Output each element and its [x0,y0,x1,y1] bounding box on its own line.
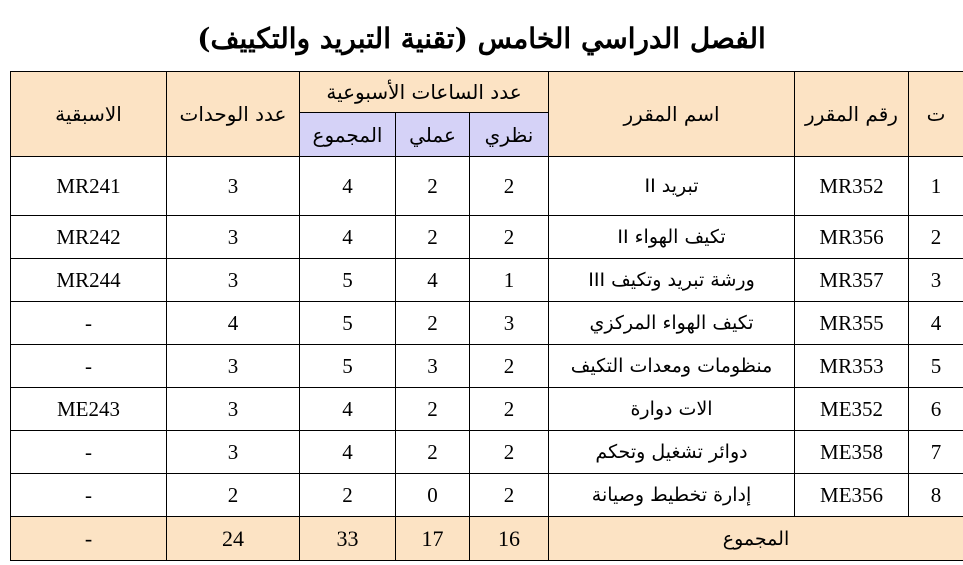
row-name: تبريد II [549,157,795,216]
row-total: 4 [300,431,396,474]
row-prereq: MR241 [11,157,167,216]
row-code: MR353 [795,345,909,388]
totals-label: المجموع [549,517,963,561]
row-total: 4 [300,388,396,431]
table-row [11,431,963,474]
row-seq: 2 [909,216,963,259]
row-units: 3 [167,388,300,431]
row-total: 5 [300,302,396,345]
row-prereq: - [11,302,167,345]
row-code: MR352 [795,157,909,216]
row-total: 5 [300,345,396,388]
header-code: رقم المقرر [795,72,909,157]
row-prereq: - [11,345,167,388]
header-weekly-hours: عدد الساعات الأسبوعية [300,72,549,113]
row-seq: 4 [909,302,963,345]
row-code: ME358 [795,431,909,474]
table-row [11,388,963,431]
table-row [11,302,963,345]
row-name: دوائر تشغيل وتحكم [549,431,795,474]
totals-practical: 17 [396,517,470,561]
row-seq: 6 [909,388,963,431]
row-units: 2 [167,474,300,517]
header-practical: عملي [396,113,470,157]
row-practical: 2 [396,302,470,345]
row-total: 4 [300,157,396,216]
row-units: 3 [167,345,300,388]
row-practical: 2 [396,388,470,431]
row-practical: 0 [396,474,470,517]
header-prereq: الاسبقية [11,72,167,157]
row-name: تكيف الهواء II [549,216,795,259]
totals-row [11,517,963,561]
row-practical: 3 [396,345,470,388]
row-name: منظومات ومعدات التكيف [549,345,795,388]
totals-total: 33 [300,517,396,561]
row-code: MR355 [795,302,909,345]
table-row [11,345,963,388]
row-theory: 2 [470,345,549,388]
row-theory: 2 [470,216,549,259]
row-code: MR356 [795,216,909,259]
row-units: 3 [167,259,300,302]
course-table [10,71,963,561]
row-total: 5 [300,259,396,302]
row-name: تكيف الهواء المركزي [549,302,795,345]
table-row [11,474,963,517]
row-theory: 2 [470,474,549,517]
header-seq: ت [909,72,963,157]
totals-units: 24 [167,517,300,561]
row-theory: 2 [470,431,549,474]
row-name: إدارة تخطيط وصيانة [549,474,795,517]
totals-theory: 16 [470,517,549,561]
row-total: 4 [300,216,396,259]
row-theory: 3 [470,302,549,345]
row-seq: 5 [909,345,963,388]
row-code: MR357 [795,259,909,302]
row-name: ورشة تبريد وتكيف III [549,259,795,302]
row-units: 3 [167,157,300,216]
row-practical: 2 [396,431,470,474]
table-row [11,216,963,259]
table-row [11,157,963,216]
table-row [11,259,963,302]
totals-prereq: - [11,517,167,561]
header-units: عدد الوحدات [167,72,300,157]
row-practical: 4 [396,259,470,302]
page-title: الفصل الدراسي الخامس (تقنية التبريد والتكييف) [197,22,766,55]
header-theory: نظري [470,113,549,157]
row-prereq: - [11,431,167,474]
row-prereq: - [11,474,167,517]
row-seq: 1 [909,157,963,216]
row-units: 4 [167,302,300,345]
row-seq: 3 [909,259,963,302]
row-prereq: MR242 [11,216,167,259]
row-code: ME352 [795,388,909,431]
header-total: المجموع [300,113,396,157]
row-code: ME356 [795,474,909,517]
row-practical: 2 [396,157,470,216]
row-total: 2 [300,474,396,517]
row-theory: 1 [470,259,549,302]
row-prereq: ME243 [11,388,167,431]
row-name: الات دوارة [549,388,795,431]
row-theory: 2 [470,157,549,216]
row-seq: 8 [909,474,963,517]
row-seq: 7 [909,431,963,474]
row-prereq: MR244 [11,259,167,302]
header-name: اسم المقرر [549,72,795,157]
row-practical: 2 [396,216,470,259]
row-theory: 2 [470,388,549,431]
row-units: 3 [167,216,300,259]
header-row-top [11,72,963,113]
row-units: 3 [167,431,300,474]
